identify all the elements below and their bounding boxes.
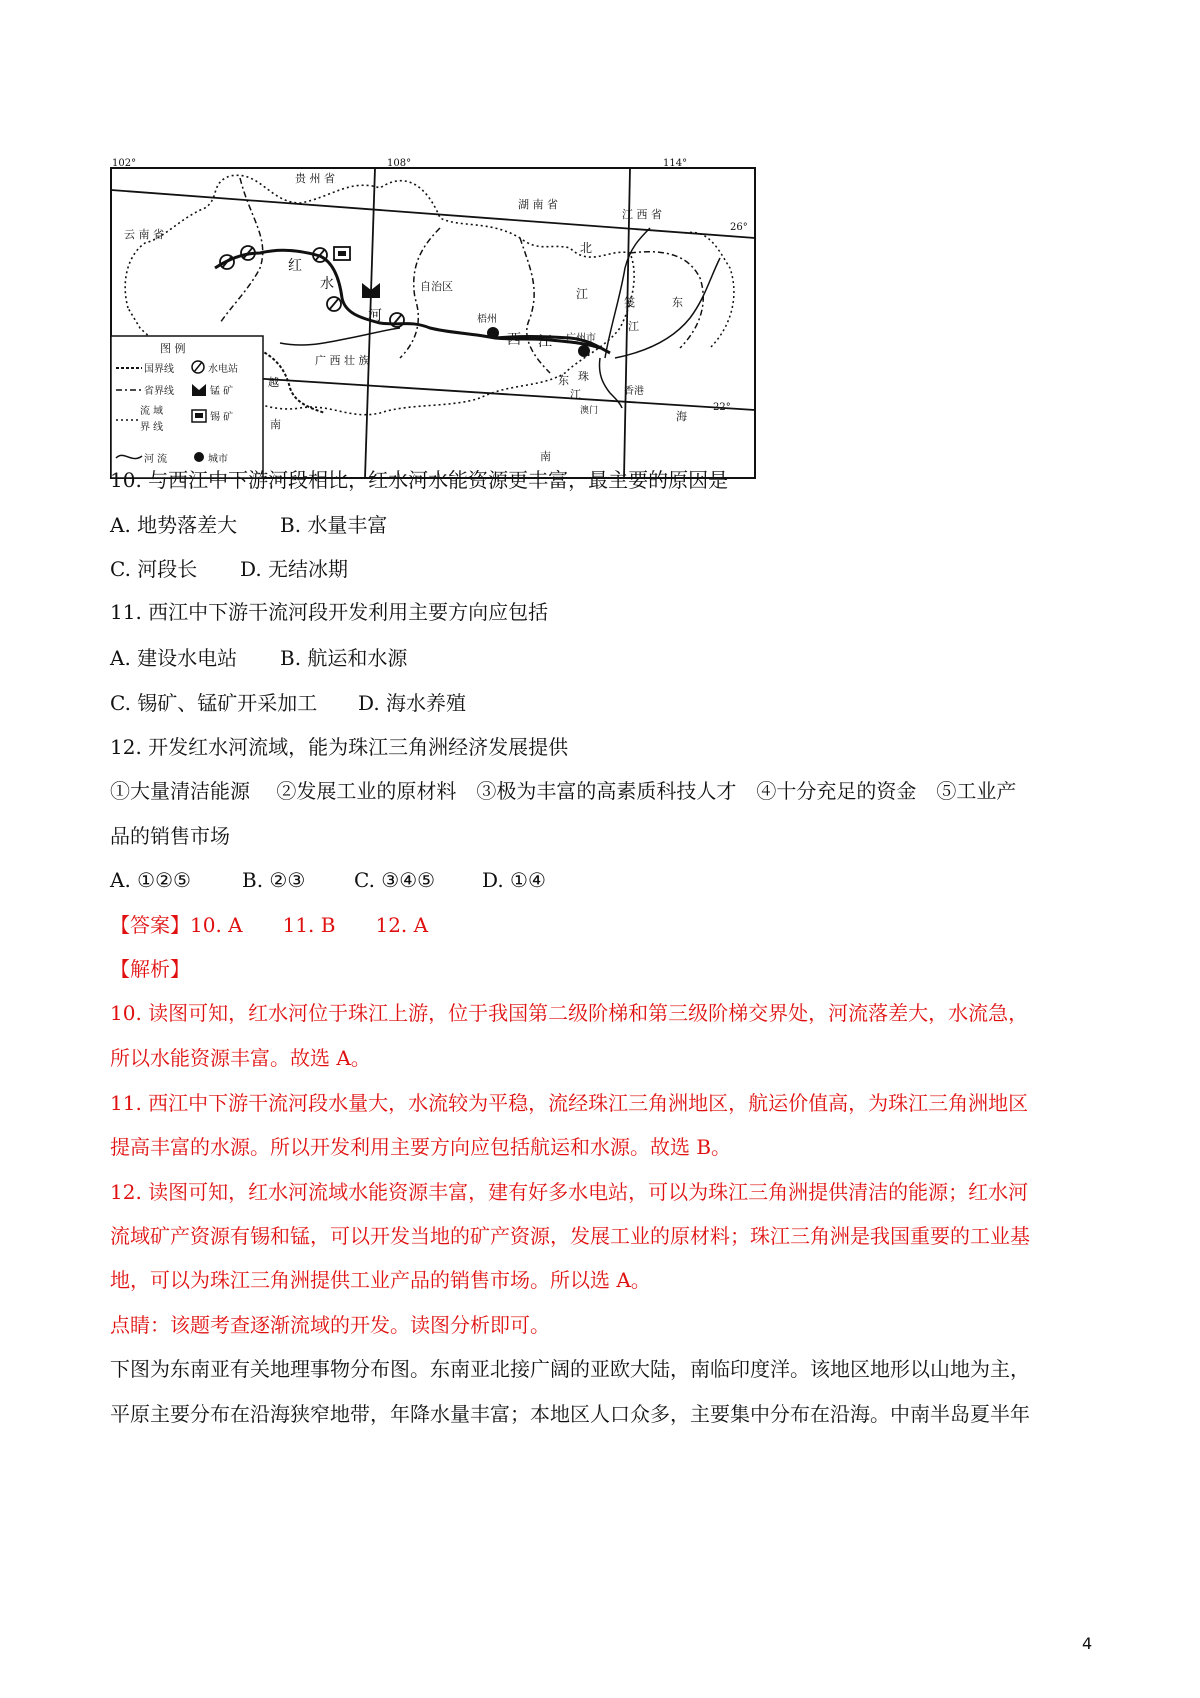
city-icon-wuzhou <box>487 327 499 339</box>
q12-option-c[interactable]: C. ③④⑤ <box>354 868 436 892</box>
label-dongjiang-1: 笺 <box>624 296 635 309</box>
analysis-line: 11. 西江中下游干流河段水量大，水流较为平稳，流经珠江三角洲地区，航运价值高，为珠江三角洲地区 <box>110 1091 1029 1115</box>
q12-option-a[interactable]: A. ①②⑤ <box>110 868 191 892</box>
legend-label-tin: 锡 矿 <box>210 412 234 423</box>
map-legend <box>111 336 263 478</box>
q12-option-b[interactable]: B. ②③ <box>242 868 306 892</box>
tip-line: 点睛：该题考查逐渐流域的开发。读图分析即可。 <box>110 1313 550 1337</box>
analysis-tag: 【解析】 <box>110 957 190 981</box>
analysis-line: 10. 读图可知，红水河位于珠江上游，位于我国第二级阶梯和第三级阶梯交界处，河流落差大，水流急， <box>110 1001 1029 1025</box>
answer-text: 10. A 11. B 12. A <box>190 913 429 937</box>
question-12-stem: 12. 开发红水河流域，能为珠江三角洲经济发展提供 <box>110 735 569 759</box>
q10-option-d[interactable]: D. 无结冰期 <box>240 557 349 581</box>
label-zizhiqu: 自治区 <box>420 280 453 293</box>
label-dongjiang-3: 江 <box>628 320 639 333</box>
label-wuzhou: 梧州 <box>477 314 497 325</box>
answer-tag: 【答案】 <box>110 913 190 937</box>
pearl-river-basin-map <box>110 158 756 480</box>
label-jiang2: 江 <box>576 287 589 301</box>
lon-tick-108: 108° <box>387 158 412 169</box>
question-10-options-row2 <box>110 555 348 583</box>
legend-label-boundary: 界 线 <box>140 422 164 433</box>
label-guangxi: 广 西 壮 族 <box>315 354 370 367</box>
provincial-boundary-2 <box>400 228 440 358</box>
question-10-stem: 10. 与西江中下游河段相比，红水河水能资源更丰富，最主要的原因是 <box>110 468 729 492</box>
legend-label-river: 河 流 <box>144 454 168 465</box>
label-nan2: 南 <box>270 418 281 431</box>
provincial-boundary-5 <box>685 232 734 348</box>
label-jiangxi: 江 西 省 <box>622 208 662 221</box>
label-he: 河 <box>368 308 382 324</box>
label-hai: 海 <box>676 410 687 423</box>
label-xi: 西 <box>507 332 521 348</box>
label-dong: 东 <box>558 374 569 387</box>
question-11-options-row2 <box>110 689 466 717</box>
label-dongjiang-2: 东 <box>672 296 683 309</box>
label-guangzhou: 广州市 <box>566 333 596 344</box>
legend-label-provincial-border: 省界线 <box>144 386 174 397</box>
legend-label-hydropower: 水电站 <box>208 364 238 375</box>
provincial-boundary-4 <box>630 252 703 348</box>
label-yunnan: 云 南 省 <box>124 228 164 241</box>
question-12-items-line2: 品的销售市场 <box>110 824 230 848</box>
answer-line <box>110 911 428 939</box>
label-aomen: 澳门 <box>580 406 599 416</box>
question-12-items-line1: ①大量清洁能源 ②发展工业的原材料 ③极为丰富的高素质科技人才 ④十分充足的资金 ⑤工业产 <box>110 779 1017 803</box>
question-10-options-row1 <box>110 511 387 539</box>
question-12-options <box>110 866 546 894</box>
label-yue: 越 <box>268 376 279 389</box>
lat-tick-26: 26° <box>730 222 748 233</box>
label-hong: 红 <box>288 258 302 274</box>
label-bei: 北 <box>580 241 593 255</box>
youjiang-river <box>280 328 400 345</box>
q11-option-c[interactable]: C. 锡矿、锰矿开采加工 <box>110 691 318 715</box>
provincial-boundary-3 <box>520 238 550 373</box>
label-jiang: 江 <box>538 334 552 350</box>
legend-label-national-border: 国界线 <box>144 364 174 375</box>
page-number: 4 <box>1082 1634 1093 1653</box>
label-xianggang: 香港 <box>624 386 644 397</box>
parallel-22 <box>250 378 755 410</box>
q11-option-d[interactable]: D. 海水养殖 <box>358 691 467 715</box>
question-11-options-row1 <box>110 644 407 672</box>
analysis-line: 12. 读图可知，红水河流域水能资源丰富，建有好多水电站，可以为珠江三角洲提供清洁的能源；红水河 <box>110 1180 1029 1204</box>
label-hunan: 湖 南 省 <box>518 198 558 211</box>
analysis-line: 流域矿产资源有锡和锰，可以开发当地的矿产资源，发展工业的原材料；珠江三角洲是我国重要的工业基 <box>110 1224 1030 1248</box>
label-jiang3: 江 <box>570 388 581 401</box>
analysis-line: 所以水能资源丰富。故选 A。 <box>110 1046 371 1070</box>
city-icon-guangzhou <box>578 345 590 357</box>
intro-line: 下图为东南亚有关地理事物分布图。东南亚北接广阔的亚欧大陆，南临印度洋。该地区地形以山地为主， <box>110 1357 1030 1381</box>
label-nan: 南 <box>540 450 551 463</box>
lon-tick-114: 114° <box>663 158 688 169</box>
lon-tick-102: 102° <box>112 158 137 169</box>
legend-label-manganese: 锰 矿 <box>210 386 234 397</box>
q10-option-c[interactable]: C. 河段长 <box>110 557 198 581</box>
question-11-stem: 11. 西江中下游干流河段开发利用主要方向应包括 <box>110 600 549 624</box>
q10-option-b[interactable]: B. 水量丰富 <box>280 513 388 537</box>
legend-title: 图 例 <box>160 342 186 355</box>
q11-option-a[interactable]: A. 建设水电站 <box>110 646 238 670</box>
label-guizhou: 贵 州 省 <box>295 172 335 185</box>
intro-line: 平原主要分布在沿海狭窄地带，年降水量丰富；本地区人口众多，主要集中分布在沿海。中南半岛夏半年 <box>110 1402 1030 1426</box>
analysis-line: 提高丰富的水源。所以开发利用主要方向应包括航运和水源。故选 B。 <box>110 1135 732 1159</box>
legend-label-city: 城市 <box>208 454 228 465</box>
legend-label-basin: 流 域 <box>140 406 164 417</box>
analysis-line: 地，可以为珠江三角洲提供工业产品的销售市场。所以选 A。 <box>110 1268 651 1292</box>
q11-option-b[interactable]: B. 航运和水源 <box>280 646 408 670</box>
label-shui: 水 <box>320 276 334 292</box>
q10-option-a[interactable]: A. 地势落差大 <box>110 513 238 537</box>
q12-option-d[interactable]: D. ①④ <box>482 868 546 892</box>
label-zhu: 珠 <box>578 370 589 383</box>
tin-mine-icon <box>334 247 350 260</box>
